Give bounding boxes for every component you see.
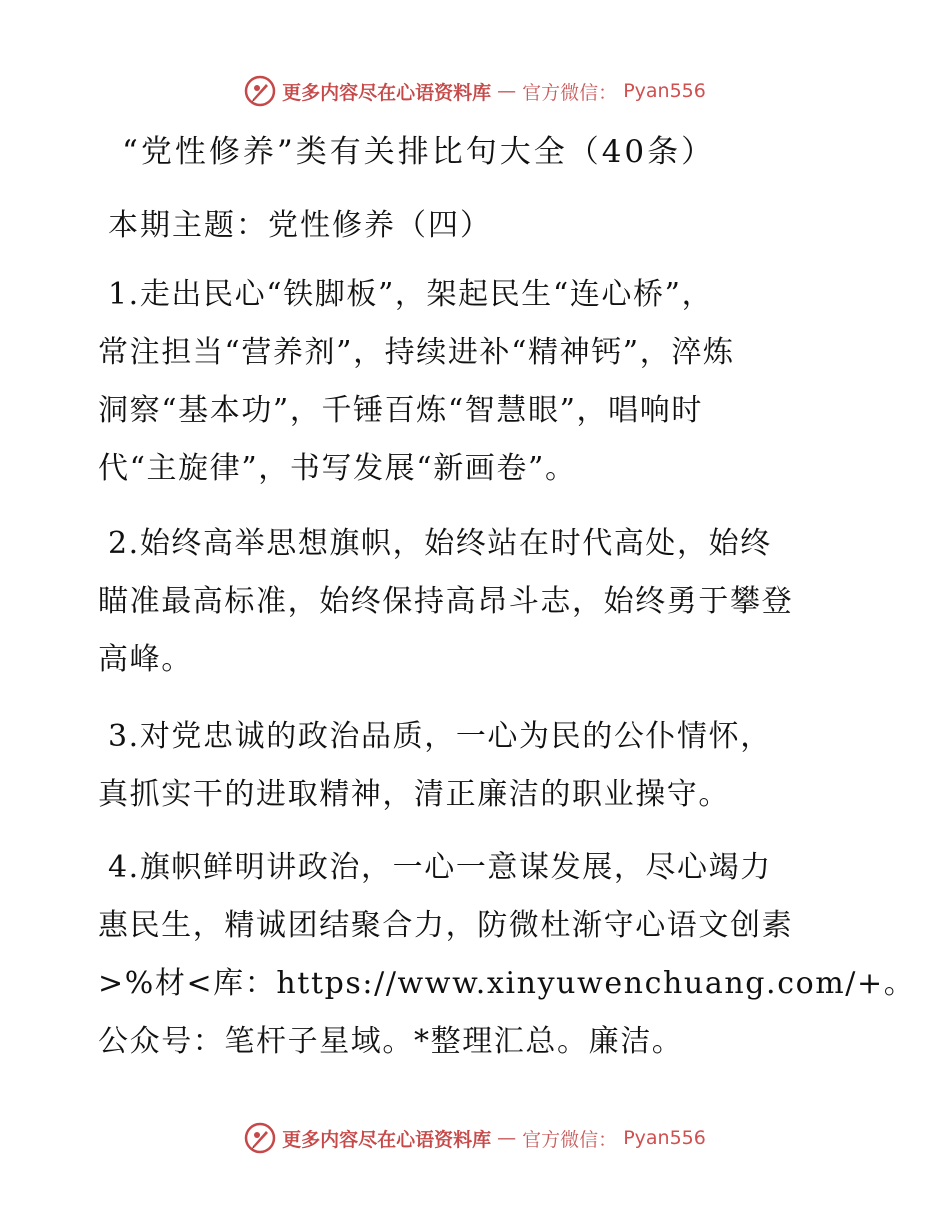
paragraph-line: >%材<库：https://www.xinyuwenchuang.com/+。 [98,966,916,1001]
banner-wechat-label: 官方微信： [522,81,618,104]
paragraph-line: 3.对党忠诚的政治品质，一心为民的公仆情怀， [108,719,772,754]
banner-wechat-id: Pyan556 [623,80,706,102]
banner-wechat-label: 官方微信： [522,1128,618,1151]
quill-logo-icon [244,1122,276,1154]
paragraph-line: 常注担当“营养剂”，持续进补“精神钙”，淬炼 [98,335,735,370]
banner-dash: — [497,1127,517,1149]
document-subtitle: 本期主题：党性修养（四） [108,208,492,243]
paragraph-line: 高峰。 [98,642,193,677]
quill-logo-icon [244,75,276,107]
paragraph-1 [98,266,868,498]
paragraph-line: 瞄准最高标准，始终保持高昂斗志，始终勇于攀登 [98,584,794,619]
paragraph-line: 洞察“基本功”，千锤百炼“智慧眼”，唱响时 [98,393,703,428]
paragraph-line: 惠民生，精诚团结聚合力，防微杜渐守心语文创素 [98,908,794,943]
paragraph-2 [98,515,868,689]
document-title: “党性修养”类有关排比句大全（40条） [122,134,716,170]
paragraph-line: 公众号：笔杆子星域。*整理汇总。廉洁。 [98,1024,684,1059]
paragraph-3 [98,708,868,824]
footer-banner [0,1118,950,1158]
header-banner [0,71,950,111]
paragraph-line: 2.始终高举思想旗帜，始终站在时代高处，始终 [108,526,772,561]
paragraph-4 [98,839,916,1071]
banner-wechat-id: Pyan556 [623,1127,706,1149]
banner-site-text: 更多内容尽在心语资料库 [282,1128,492,1151]
paragraph-line: 4.旗帜鲜明讲政治，一心一意谋发展，尽心竭力 [108,850,772,885]
banner-dash: — [497,80,517,102]
paragraph-line: 1.走出民心“铁脚板”，架起民生“连心桥”， [108,277,714,312]
paragraph-line: 真抓实干的进取精神，清正廉洁的职业操守。 [98,777,730,812]
paragraph-line: 代“主旋律”，书写发展“新画卷”。 [98,451,577,486]
banner-site-text: 更多内容尽在心语资料库 [282,81,492,104]
